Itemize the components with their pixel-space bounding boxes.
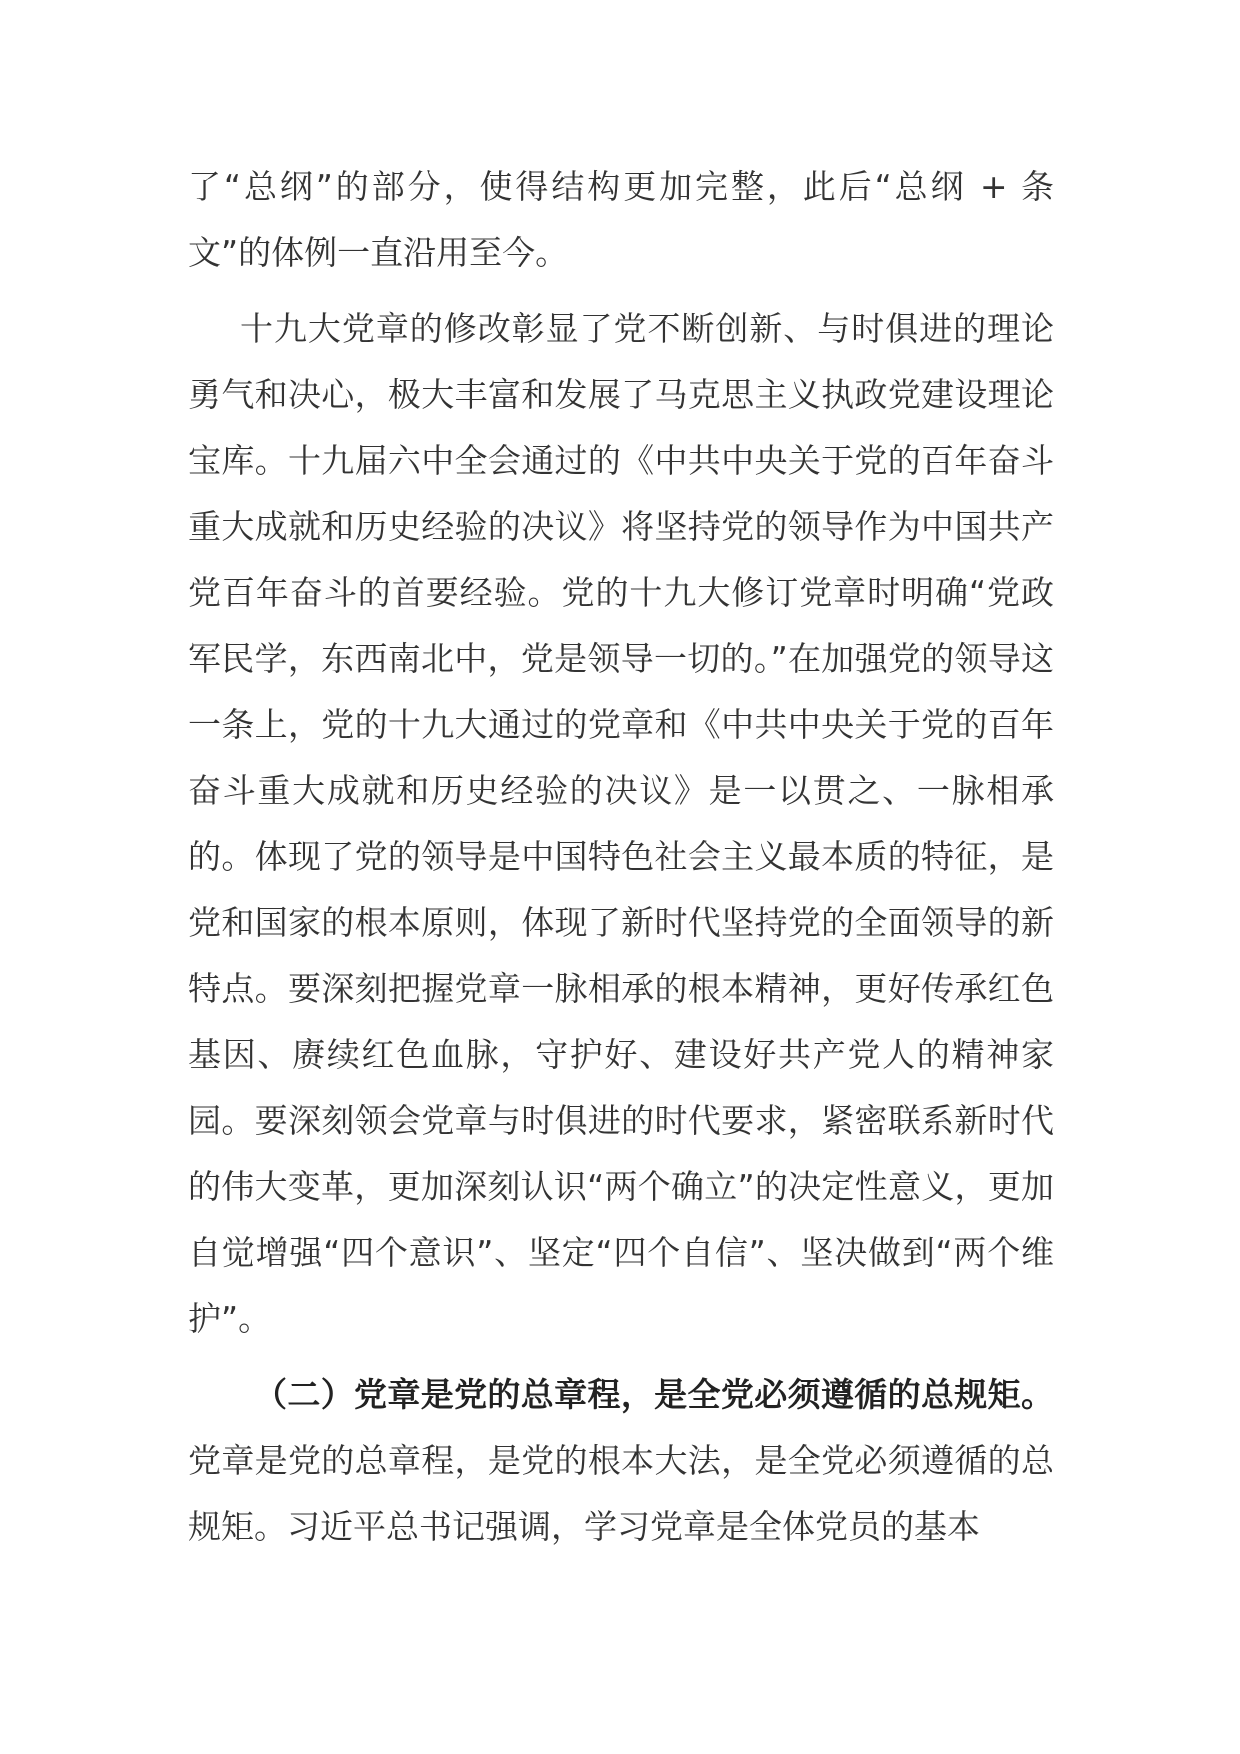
- document-body: [188, 154, 1054, 1570]
- paragraph-party-constitution-revision: 十九大党章的修改彰显了党不断创新、与时俱进的理论勇气和决心，极大丰富和发展了马克思主义执政党建设理论宝库。十九届六中全会通过的《中共中央关于党的百年奋斗重大成就和历史经验的决议》将坚持党的领导作为中国共产党百年奋斗的首要经验。党的十九大修订党章时明确“党政军民学，东西南北中，党是领导一切的。”在加强党的领导这一条上，党的十九大通过的党章和《中共中央关于党的百年奋斗重大成就和历史经验的决议》是一以贯之、一脉相承的。体现了党的领导是中国特色社会主义最本质的特征，是党和国家的根本原则，体现了新时代坚持党的全面领导的新特点。要深刻把握党章一脉相承的根本精神，更好传承红色基因、赓续红色血脉，守护好、建设好共产党人的精神家园。要深刻领会党章与时俱进的时代要求，紧密联系新时代的伟大变革，更加深刻认识“两个确立”的决定性意义，更加自觉增强“四个意识”、坚定“四个自信”、坚决做到“两个维护”。: [188, 309, 1054, 1338]
- paragraph-section-two: [188, 1362, 1054, 1560]
- section-heading: （二）党章是党的总章程，是全党必须遵循的总规矩。: [254, 1375, 1054, 1414]
- paragraph-continued: 了“总纲”的部分，使得结构更加完整，此后“总纲 + 条文”的体例一直沿用至今。: [188, 167, 1054, 272]
- section-body-text: 党章是党的总章程，是党的根本大法，是全党必须遵循的总规矩。习近平总书记强调，学习党章是全体党员的基本: [188, 1441, 1054, 1546]
